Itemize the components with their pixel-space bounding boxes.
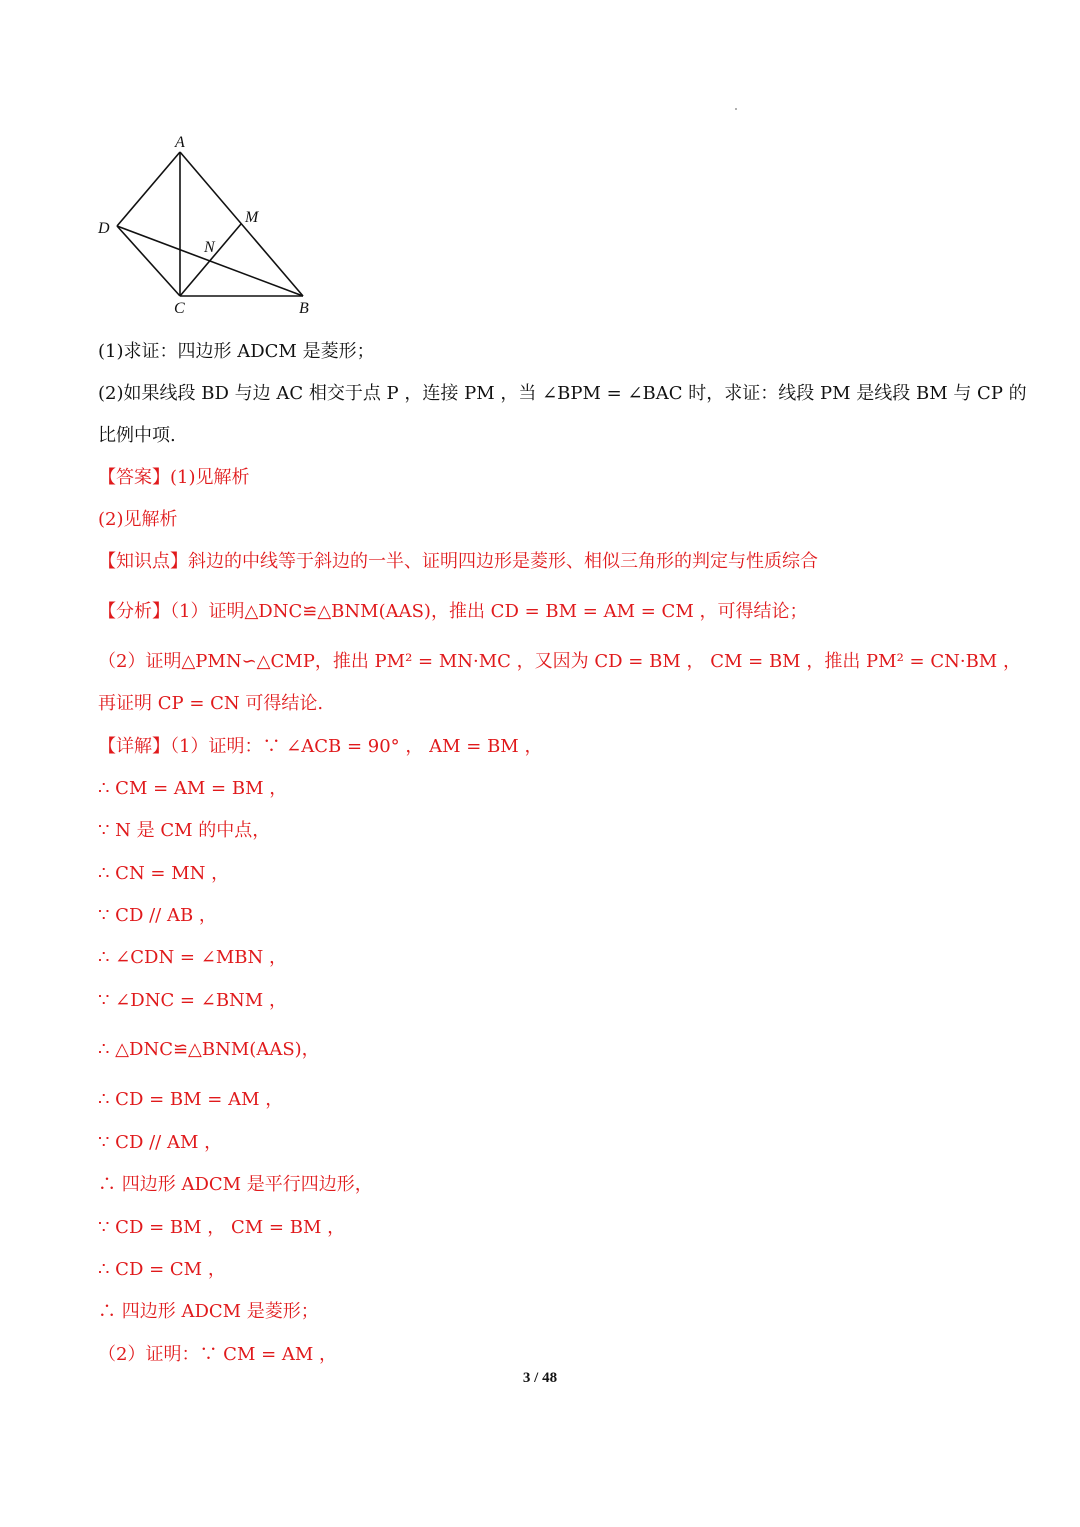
detail-line: ∴ △DNC≌△BNM(AAS)，: [98, 1039, 320, 1060]
label-D: D: [98, 220, 110, 237]
label-C: C: [174, 300, 185, 317]
detail-line: ∴ 四边形 ADCM 是平行四边形，: [98, 1174, 373, 1195]
detail-line: ∴ ∠CDN = ∠MBN ，: [98, 947, 287, 968]
answer-line-2: (2)见解析: [98, 509, 178, 530]
rhombus-diagram: [88, 135, 328, 320]
analysis-line-1: 【分析】（1）证明△DNC≌△BNM(AAS)，推出 CD = BM = AM = CM ，可得结论；: [98, 601, 808, 622]
page-number: 3 / 48: [522, 1370, 558, 1386]
question-part-1: (1)求证：四边形 ADCM 是菱形；: [98, 341, 375, 362]
detail-line: ∴ CD = CM ，: [98, 1259, 226, 1280]
detail-line: ∴ CM = AM = BM ，: [98, 778, 288, 799]
question-part-2-cont: 比例中项.: [98, 425, 176, 446]
answer-line-1: 【答案】(1)见解析: [98, 467, 250, 488]
label-M: M: [245, 209, 259, 226]
detail-line: ∵ CD = BM ， CM = BM ，: [98, 1217, 346, 1238]
analysis-line-2: （2）证明△PMN∽△CMP，推出 PM² = MN·MC ，又因为 CD = BM ， CM = BM ，推出 PM² = CN·BM ，: [98, 651, 1021, 672]
label-B: B: [299, 300, 309, 317]
detail-line: ∵ CD // AB ，: [98, 905, 217, 926]
segment-CM: [180, 224, 241, 296]
detail-line: ∵ N 是 CM 的中点，: [98, 820, 271, 841]
knowledge-points: 【知识点】斜边的中线等于斜边的一半、证明四边形是菱形、相似三角形的判定与性质综合: [98, 551, 818, 572]
detail-line: 【详解】（1）证明：∵ ∠ACB = 90° ， AM = BM ，: [98, 736, 543, 757]
segment-AD: [117, 152, 180, 226]
detail-line: ∵ CD // AM ，: [98, 1132, 223, 1153]
question-part-2: (2)如果线段 BD 与边 AC 相交于点 P ，连接 PM ，当 ∠BPM = ∠BAC 时，求证：线段 PM 是线段 BM 与 CP 的: [98, 383, 1027, 404]
label-A: A: [175, 135, 185, 151]
detail-line: ∴ CN = MN ，: [98, 863, 230, 884]
detail-line: ∵ ∠DNC = ∠BNM ，: [98, 990, 287, 1011]
segment-DC: [117, 226, 180, 296]
detail-line: ∴ 四边形 ADCM 是菱形；: [98, 1301, 319, 1322]
detail-line: （2）证明：∵ CM = AM ，: [98, 1344, 338, 1365]
analysis-line-3: 再证明 CP = CN 可得结论.: [98, 693, 324, 714]
detail-line: ∴ CD = BM = AM ，: [98, 1089, 284, 1110]
geometry-figure: [88, 135, 328, 320]
label-N: N: [204, 239, 215, 256]
speck-dot: [735, 108, 737, 110]
